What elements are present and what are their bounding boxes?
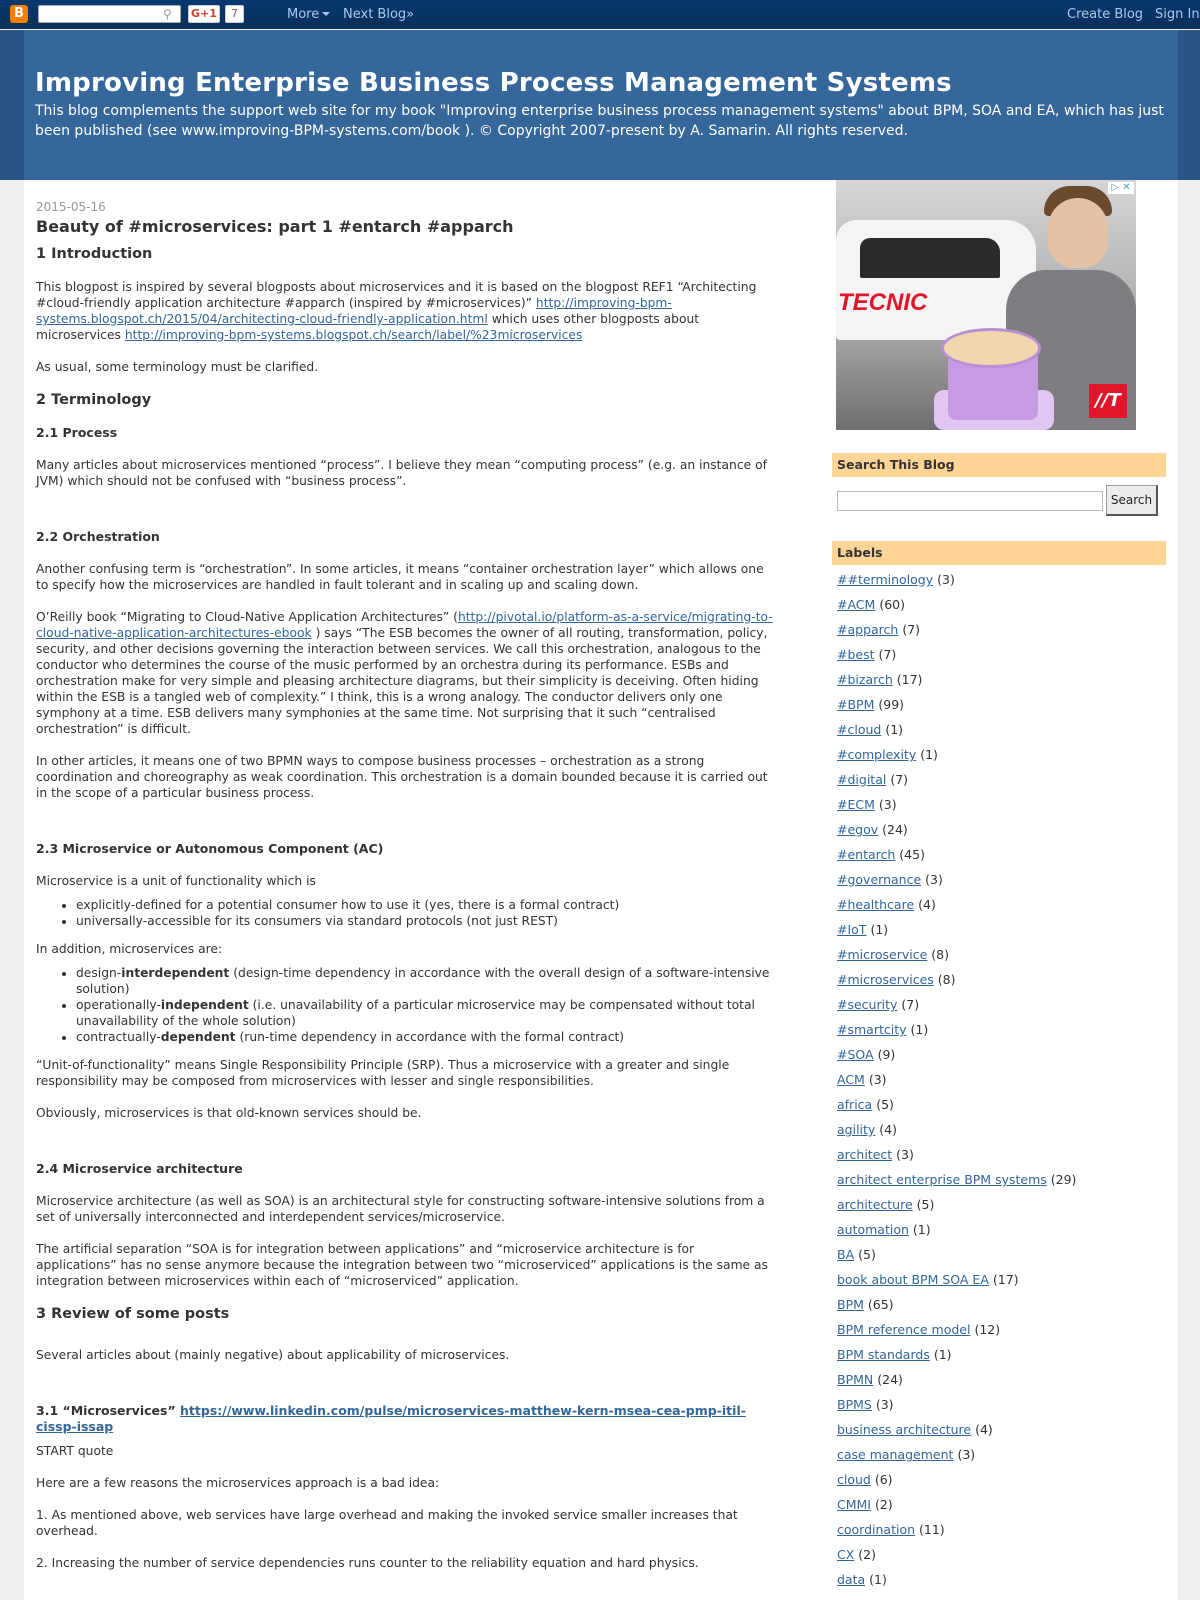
label-count: (8)	[937, 972, 956, 987]
label-count: (1)	[910, 1022, 929, 1037]
msa-paragraph-1: Microservice architecture (as well as SOA) is an architectural style for constructing software-intensive solutions from a set of universally interconnected and interdependent services/microservice.	[36, 1194, 765, 1224]
label-item	[837, 1372, 1166, 1397]
label-link[interactable]: #smartcity	[837, 1022, 907, 1037]
label-count: (3)	[925, 872, 943, 887]
label-link[interactable]: ACM	[837, 1072, 865, 1087]
heading-3-1-text: 3.1 “Microservices”	[36, 1403, 181, 1418]
heading-introduction: 1 Introduction	[36, 246, 153, 262]
label-link[interactable]: #healthcare	[837, 897, 915, 912]
navbar-search-input[interactable]	[38, 5, 181, 23]
label-link[interactable]: book about BPM SOA EA	[837, 1272, 989, 1287]
linkedin-article-link[interactable]: https://www.linkedin.com/pulse/microservices-matthew-kern-msea-cea-pmp-itil-cissp-issap	[36, 1403, 746, 1434]
list-item: • universally-accessible for its consumers via standard protocols (not just REST)	[76, 913, 776, 929]
label-count: (1)	[933, 1347, 952, 1362]
search-icon[interactable]: ⚲	[163, 7, 172, 21]
label-link[interactable]: automation	[837, 1222, 909, 1237]
label-count: (1)	[912, 1222, 931, 1237]
label-link[interactable]: #bizarch	[837, 672, 893, 687]
list-item	[76, 997, 776, 1029]
label-count: (29)	[1050, 1172, 1077, 1187]
label-item	[837, 1022, 1166, 1047]
intro-paragraph	[36, 279, 776, 343]
label-item	[837, 872, 1166, 897]
label-link[interactable]: #complexity	[837, 747, 917, 762]
quote-paragraph-3: 2. Increasing the number of service dependencies runs counter to the reliability equation and hard physics.	[36, 1556, 699, 1570]
label-item	[837, 1522, 1166, 1547]
label-link[interactable]: #governance	[837, 872, 922, 887]
blog-header	[24, 30, 1178, 180]
blog-search-input[interactable]	[837, 491, 1103, 511]
srp-paragraph: “Unit-of-functionality” means Single Responsibility Principle (SRP). Thus a microservice with a greater and single responsibility may be composed from microservices with lesser and single responsibilities.	[36, 1058, 730, 1088]
label-count: (4)	[879, 1122, 898, 1137]
quote-start: START quote	[36, 1444, 114, 1458]
label-link[interactable]: #SOA	[837, 1047, 874, 1062]
quote-paragraph-2: 1. As mentioned above, web services have large overhead and making the invoked service smaller increases that overhead.	[36, 1508, 738, 1538]
label-count: (7)	[878, 647, 897, 662]
label-link[interactable]: #apparch	[837, 622, 899, 637]
label-link[interactable]: BPMS	[837, 1397, 872, 1412]
label-count: (6)	[874, 1472, 893, 1487]
label-count: (9)	[877, 1047, 896, 1062]
more-menu-button[interactable]	[287, 7, 330, 22]
orch-text-a: O’Reilly book “Migrating to Cloud-Native Application Architectures” (	[36, 610, 458, 624]
ad-person-head	[1048, 198, 1108, 268]
label-item	[837, 747, 1166, 772]
microservice-dependency-list	[36, 965, 776, 1045]
label-count: (1)	[870, 922, 889, 937]
label-item	[837, 1272, 1166, 1297]
caret-down-icon	[322, 12, 330, 16]
label-count: (17)	[992, 1272, 1019, 1287]
label-link[interactable]: ##terminology	[837, 572, 934, 587]
label-item	[837, 1322, 1166, 1347]
label-count: (12)	[974, 1322, 1001, 1337]
label-count: (65)	[867, 1297, 894, 1312]
label-count: (7)	[901, 997, 920, 1012]
heading-microservice: 2.3 Microservice or Autonomous Component (AC)	[36, 841, 384, 856]
spacer	[36, 1379, 776, 1403]
heading-review: 3 Review of some posts	[36, 1306, 230, 1322]
review-paragraph: Several articles about (mainly negative) about applicability of microservices.	[36, 1348, 510, 1362]
label-item	[837, 997, 1166, 1022]
spacer	[36, 1137, 776, 1161]
list-item-bold: interdependent	[121, 966, 230, 980]
label-count: (4)	[975, 1422, 993, 1437]
label-item	[837, 572, 1166, 597]
spacer	[36, 505, 776, 529]
label-link[interactable]: case management	[837, 1447, 954, 1462]
label-link[interactable]: architect enterprise BPM systems	[837, 1172, 1047, 1187]
label-link[interactable]: #BPM	[837, 697, 875, 712]
heading-terminology: 2 Terminology	[36, 392, 152, 408]
label-count: (4)	[918, 897, 936, 912]
label-item	[837, 922, 1166, 947]
intro-text-b: which uses other blogposts about microservices	[36, 312, 700, 342]
label-item	[837, 722, 1166, 747]
label-count: (7)	[902, 622, 921, 637]
label-link[interactable]: BPM	[837, 1297, 864, 1312]
search-button[interactable]: Search	[1106, 485, 1158, 516]
label-link[interactable]: architecture	[837, 1197, 913, 1212]
sign-in-link[interactable]: Sign In	[1155, 7, 1200, 22]
label-link[interactable]: #ECM	[837, 797, 875, 812]
label-count: (7)	[890, 772, 909, 787]
labels-list	[837, 572, 1166, 1597]
labels-widget-title: Labels	[832, 541, 1166, 565]
label-link[interactable]: #digital	[837, 772, 887, 787]
label-item	[837, 1347, 1166, 1372]
search-widget-title: Search This Blog	[832, 453, 1166, 477]
label-count: (2)	[874, 1497, 893, 1512]
label-item	[837, 1197, 1166, 1222]
label-count: (1)	[885, 722, 904, 737]
label-link[interactable]: CX	[837, 1547, 855, 1562]
intro-link-cloud-friendly[interactable]: http://improving-bpm-systems.blogspot.ch/2015/04/architecting-cloud-friendly-application.html	[36, 296, 672, 326]
msa-paragraph-2: The artificial separation “SOA is for integration between applications” and “microservice architecture is for applications” has no sense anymore because the integration between two “microserviced” applications is the same as integration between microservices within each of “microserviced” application.	[36, 1242, 768, 1288]
list-item-pre: operationally-	[76, 998, 161, 1012]
label-count: (99)	[878, 697, 905, 712]
orch-text-b: ) says “The ESB becomes the owner of all routing, transformation, policy, security, and other decisions governing the interaction between services. We call this orchestration, analogous to the conductor who determines the course of the music performed by an orchestra during its performance. ESBs and orchestration make for very simple and pleasing architecture diagrams, but their simplicity is deceiving. Often hiding within the ESB is a tangled web of complexity.” I think, this is a wrong analogy. The conductor delivers only one symphony at a time. ESB delivers many symphonies at the same time. Not surprising that it such “centralised orchestration” is difficult.	[36, 626, 768, 736]
pivotal-ebook-link[interactable]: http://pivotal.io/platform-as-a-service/migrating-to-cloud-native-application-architectures-ebook	[36, 610, 773, 640]
microservice-definition: Microservice is a unit of functionality which is	[36, 874, 316, 888]
label-count: (3)	[937, 572, 955, 587]
create-blog-link[interactable]: Create Blog	[1067, 7, 1144, 22]
label-item	[837, 1297, 1166, 1322]
label-count: (24)	[882, 822, 908, 837]
list-item	[76, 1029, 776, 1045]
label-item	[837, 972, 1166, 997]
heading-process: 2.1 Process	[36, 425, 118, 440]
label-item	[837, 847, 1166, 872]
label-count: (5)	[876, 1097, 894, 1112]
label-item	[837, 1122, 1166, 1147]
list-item-bold: independent	[160, 998, 249, 1012]
label-link[interactable]: #entarch	[837, 847, 896, 862]
list-item: • explicitly-defined for a potential consumer how to use it (yes, there is a formal contract)	[76, 897, 776, 913]
label-item	[837, 1222, 1166, 1247]
label-item	[837, 1397, 1166, 1422]
label-count: (60)	[879, 597, 905, 612]
label-item	[837, 947, 1166, 972]
label-link[interactable]: agility	[837, 1122, 876, 1137]
label-count: (3)	[875, 1397, 894, 1412]
label-count: (5)	[858, 1247, 876, 1262]
blog-post	[36, 200, 776, 1587]
heading-orchestration: 2.2 Orchestration	[36, 529, 160, 544]
label-link[interactable]: CMMI	[837, 1497, 871, 1512]
advertisement-banner[interactable]	[836, 180, 1136, 430]
label-item	[837, 1422, 1166, 1447]
list-item-post: (run-time dependency in accordance with the formal contract)	[235, 1030, 625, 1044]
ad-brand-text: TECNIC	[838, 289, 928, 316]
label-link[interactable]: #microservice	[837, 947, 928, 962]
ad-cake-top	[941, 328, 1041, 368]
label-item	[837, 1247, 1166, 1272]
label-item	[837, 822, 1166, 847]
list-item-pre: design-	[76, 966, 122, 980]
label-link[interactable]: #IoT	[837, 922, 867, 937]
label-count: (3)	[868, 1072, 887, 1087]
intro-terminology-note: As usual, some terminology must be clarified.	[36, 360, 319, 374]
heading-3-1	[36, 1403, 776, 1435]
label-item	[837, 1072, 1166, 1097]
intro-text-a: This blogpost is inspired by several blogposts about microservices and it is based on the blogpost REF1 “Architecting #cloud-friendly application architecture #apparch (inspired by #microservices)”	[36, 280, 757, 310]
ad-car-window	[860, 238, 1000, 278]
label-item	[837, 697, 1166, 722]
label-count: (11)	[919, 1522, 945, 1537]
label-count: (24)	[877, 1372, 903, 1387]
label-count: (5)	[916, 1197, 935, 1212]
label-count: (2)	[858, 1547, 876, 1562]
intro-link-microservices-label[interactable]: http://improving-bpm-systems.blogspot.ch/search/label/%23microservices	[124, 328, 583, 342]
label-item	[837, 597, 1166, 622]
plus-one-count: 7	[225, 5, 244, 23]
label-item	[837, 1572, 1166, 1597]
spacer	[36, 817, 776, 841]
label-item	[837, 1147, 1166, 1172]
google-plus-one-button[interactable]: G+1	[188, 5, 220, 23]
label-count: (1)	[869, 1572, 887, 1587]
blogger-logo-icon[interactable]: B	[10, 5, 28, 23]
list-item-post: (i.e. unavailability of a particular microservice may be compensated without total unavailability of the whole solution)	[76, 998, 755, 1028]
label-item	[837, 1447, 1166, 1472]
orchestration-paragraph-2	[36, 609, 776, 737]
orchestration-paragraph-1: Another confusing term is “orchestration”. In some articles, it means “container orchestration layer” which allows one to specify how the microservices are handled in fault tolerant and in scaling up and scaling down.	[36, 562, 764, 592]
more-label: More	[287, 7, 320, 22]
post-date: 2015-05-16	[36, 200, 106, 214]
label-link[interactable]: #security	[837, 997, 898, 1012]
label-item	[837, 1097, 1166, 1122]
list-item-pre: contractually-	[76, 1030, 161, 1044]
microservice-properties-list	[36, 897, 776, 929]
blog-title[interactable]: Improving Enterprise Business Process Management Systems	[35, 68, 952, 98]
orchestration-paragraph-3: In other articles, it means one of two BPMN ways to compose business processes – orchestration as a strong coordination and choreography as weak coordination. This orchestration is a domain bounded because it is carried out in the scope of a particular business process.	[36, 754, 768, 800]
label-count: (3)	[896, 1147, 914, 1162]
label-item	[837, 1047, 1166, 1072]
label-link[interactable]: #cloud	[837, 722, 882, 737]
heading-microservice-architecture: 2.4 Microservice architecture	[36, 1161, 243, 1176]
label-link[interactable]: coordination	[837, 1522, 916, 1537]
process-paragraph: Many articles about microservices mentioned “process”. I believe they mean “computing process” (e.g. an instance of JVM) which should not be confused with “business process”.	[36, 458, 767, 488]
label-link[interactable]: data	[837, 1572, 866, 1587]
label-item	[837, 1172, 1166, 1197]
microservice-addition: In addition, microservices are:	[36, 942, 223, 956]
header-side-left	[0, 30, 24, 180]
label-item	[837, 1497, 1166, 1522]
label-link[interactable]: BA	[837, 1247, 855, 1262]
blog-description: This blog complements the support web site for my book "Improving enterprise business process management systems" about BPM, SOA and EA, which has just been published (see www.improving-BPM-systems.com/book ). © Copyright 2007-present by A. Samarin. All rights reserved.	[35, 103, 1164, 139]
label-link[interactable]: BPMN	[837, 1372, 874, 1387]
quote-paragraph-1: Here are a few reasons the microservices approach is a bad idea:	[36, 1476, 440, 1490]
label-item	[837, 672, 1166, 697]
ad-choices-icon[interactable]: ▷ ✕	[1108, 182, 1134, 194]
label-count: (17)	[896, 672, 923, 687]
label-item	[837, 897, 1166, 922]
label-link[interactable]: #egov	[837, 822, 879, 837]
label-item	[837, 797, 1166, 822]
label-link[interactable]: architect	[837, 1147, 893, 1162]
label-count: (3)	[957, 1447, 976, 1462]
label-link[interactable]: BPM standards	[837, 1347, 930, 1362]
label-link[interactable]: BPM reference model	[837, 1322, 971, 1337]
ad-logo: //T	[1089, 384, 1127, 418]
label-link[interactable]: #microservices	[837, 972, 934, 987]
list-item	[76, 965, 776, 997]
label-item	[837, 647, 1166, 672]
label-link[interactable]: #best	[837, 647, 875, 662]
label-item	[837, 1472, 1166, 1497]
label-count: (45)	[899, 847, 925, 862]
old-known-services-paragraph: Obviously, microservices is that old-known services should be.	[36, 1106, 422, 1120]
label-link[interactable]: business architecture	[837, 1422, 972, 1437]
label-link[interactable]: cloud	[837, 1472, 871, 1487]
label-item	[837, 772, 1166, 797]
label-count: (8)	[931, 947, 949, 962]
label-count: (1)	[920, 747, 938, 762]
blogger-navbar	[0, 0, 1200, 29]
label-item	[837, 622, 1166, 647]
list-item-post: (design-time dependency in accordance with the overall design of a software-intensive solution)	[76, 966, 770, 996]
header-side-right	[1178, 30, 1200, 180]
label-item	[837, 1547, 1166, 1572]
label-link[interactable]: #ACM	[837, 597, 876, 612]
label-link[interactable]: africa	[837, 1097, 873, 1112]
post-title: Beauty of #microservices: part 1 #entarch #apparch	[36, 217, 514, 236]
next-blog-link[interactable]: Next Blog»	[343, 7, 415, 22]
label-count: (3)	[878, 797, 897, 812]
list-item-bold: dependent	[160, 1030, 236, 1044]
